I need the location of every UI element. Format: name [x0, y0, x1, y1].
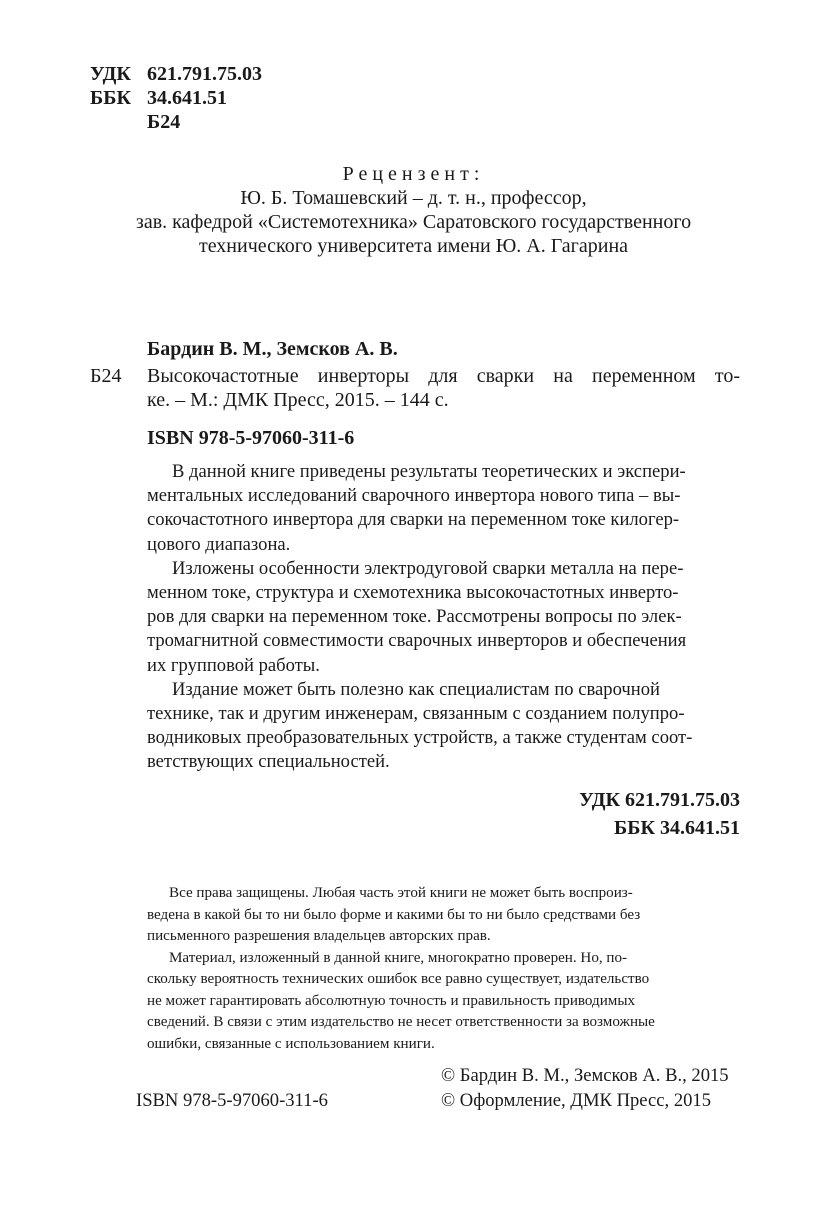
bbk-right: ББК 34.641.51: [614, 817, 740, 839]
udk-line: [90, 62, 262, 86]
udk-right: УДК 621.791.75.03: [579, 789, 740, 811]
catalog-authors: Бардин В. М., Земсков А. В.: [147, 338, 398, 360]
bbk-value: 34.641.51: [147, 87, 227, 109]
abstract-paragraph: Издание может быть полезно как специалистам по сварочной технике, так и другим инженерам, связанным с созданием полупро- водниковых преобразовательных устройств, а также студентам соот- ветствующих специальностей.: [147, 678, 693, 773]
legal-paragraph: Все права защищены. Любая часть этой книги не может быть воспроиз- ведена в какой бы то ни было форме и какими бы то ни было средствами без письменного разрешения владельцев авторских прав.: [147, 885, 641, 944]
abstract-paragraph: Изложены особенности электродуговой сварки металла на пере- менном токе, структура и схемотехника высокочастотных инверто- ров для сварки на переменном токе. Рассмотрены вопросы по элек- тромагнитной совместимости сварочных инверторов и обеспечения их групповой работы.: [147, 557, 687, 676]
copyright-design: © Оформление, ДМК Пресс, 2015: [441, 1090, 712, 1111]
author-mark-line: [90, 110, 262, 134]
bbk-line: [90, 86, 262, 110]
copyright-authors: © Бардин В. М., Земсков А. В., 2015: [441, 1065, 729, 1086]
abstract-paragraph: В данной книге приведены результаты теоретических и экспери- ментальных исследований сварочного инвертора нового типа – вы- сокочастотного инвертора для сварки на переменном токе килогер- цового диапазона.: [147, 461, 686, 555]
udk-label: УДК: [90, 63, 131, 85]
reviewer-line: зав. кафедрой «Системотехника» Саратовского государственного: [135, 211, 692, 233]
catalog-title-line: ке. – М.: ДМК Пресс, 2015. – 144 с.: [147, 389, 449, 411]
catalog-isbn: ISBN 978-5-97060-311-6: [147, 427, 355, 449]
legal-notice: [147, 883, 740, 1055]
udk-value: 621.791.75.03: [147, 63, 262, 85]
reviewer-block: [60, 162, 767, 258]
bbk-label: ББК: [90, 87, 131, 109]
catalog-mark: Б24: [90, 365, 122, 387]
abstract: [147, 460, 740, 775]
footer-isbn: ISBN 978-5-97060-311-6: [136, 1090, 328, 1111]
reviewer-line: Ю. Б. Томашевский – д. т. н., профессор,: [240, 187, 587, 209]
author-mark: Б24: [147, 111, 181, 133]
copyright-block: [441, 1063, 729, 1113]
reviewer-line: технического университета имени Ю. А. Гагарина: [198, 235, 629, 257]
catalog-title-line: Высокочастотные инверторы для сварки на переменном то-: [147, 365, 740, 387]
classification-block: [90, 62, 262, 134]
reviewer-title: Рецензент:: [342, 163, 485, 185]
classification-right: [400, 786, 740, 842]
legal-paragraph: Материал, изложенный в данной книге, многократно проверен. Но, по- скольку вероятность технических ошибок все равно существует, издательство не может гарантировать абсолютную точность и правильность приводимых сведений. В связи с этим издательство не несет ответственности за возможные ошибки, связанные с использованием книги.: [147, 949, 655, 1052]
